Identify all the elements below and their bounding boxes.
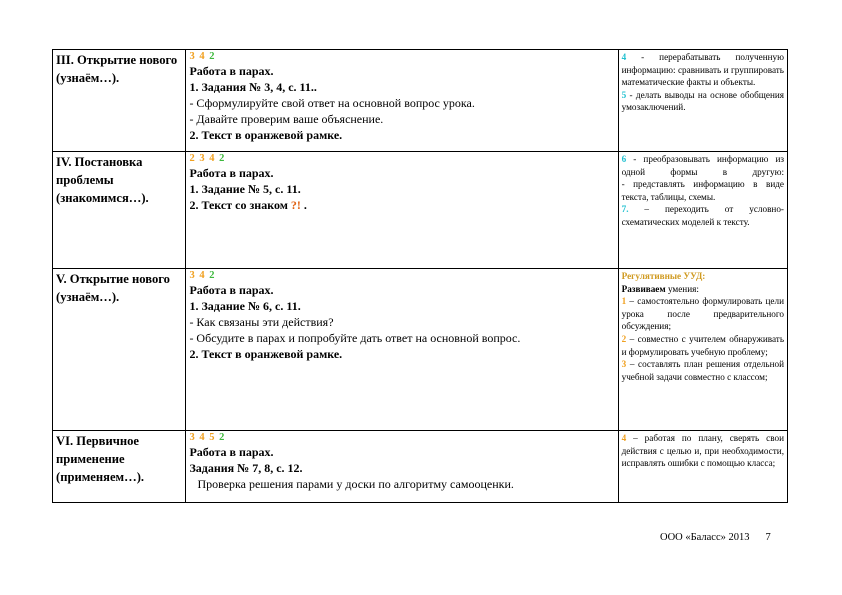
- stage-cell: [53, 269, 186, 431]
- skill-number: 3: [199, 153, 206, 164]
- page-footer: [660, 532, 771, 543]
- outcome-item: [622, 333, 784, 358]
- outcomes-cell: [618, 269, 787, 431]
- activity-line: - Давайте проверим ваше объяснение.: [189, 112, 384, 126]
- outcome-text: – совместно с учителем обнаруживать и формулировать учебную проблему;: [621, 333, 785, 357]
- skill-numbers: [189, 432, 614, 444]
- activity-line: 2. Текст в оранжевой рамке.: [189, 347, 343, 361]
- stage-label: III. Открытие нового (узнаём…).: [56, 53, 178, 85]
- stage-cell: [53, 50, 186, 152]
- activity-line: Работа в парах.: [189, 445, 274, 459]
- outcome-text: – самостоятельно формулировать цели урока после предварительного обсуждения;: [621, 296, 784, 332]
- skill-number: 3: [189, 270, 196, 281]
- activity-line: - Сформулируйте свой ответ на основной вопрос урока.: [189, 96, 475, 110]
- skill-numbers: [189, 51, 614, 63]
- skill-number: 3: [189, 51, 196, 62]
- activity-line: Проверка решения парами у доски по алгоритму самооценки.: [197, 477, 514, 491]
- outcome-item: [622, 203, 784, 228]
- footer-company: ООО «Баласс» 2013: [660, 532, 750, 543]
- activity-cell: [186, 431, 618, 503]
- activity-text: 2. Текст со знаком: [189, 198, 288, 212]
- skill-number: 5: [209, 432, 216, 443]
- outcome-text: - представлять информацию в виде текста, таблицы, схемы.: [621, 179, 784, 202]
- outcome-number: 4: [621, 52, 627, 62]
- outcome-item: [622, 295, 784, 333]
- skill-number: 4: [199, 270, 206, 281]
- outcome-number: 6: [621, 154, 627, 164]
- outcome-number: 2: [621, 333, 627, 344]
- activity-line: - Обсудите в парах и попробуйте дать ответ на основной вопрос.: [189, 331, 521, 345]
- activity-cell: [186, 152, 618, 269]
- skill-numbers: [189, 153, 614, 165]
- outcomes-cell: [618, 50, 787, 152]
- outcomes-subtitle: [622, 283, 784, 296]
- outcome-item: [622, 89, 784, 114]
- outcome-number: 4: [621, 433, 627, 443]
- outcomes-subtitle-bold: Развиваем: [621, 283, 666, 294]
- outcomes-subtitle-text: умения:: [665, 283, 699, 294]
- outcome-item: [622, 358, 784, 383]
- skill-number: 2: [219, 432, 226, 443]
- outcomes-cell: [618, 431, 787, 503]
- outcome-text: – переходить от условно-схематических моделей к тексту.: [621, 204, 784, 227]
- activity-text: .: [303, 198, 307, 212]
- activity-line: 1. Задание № 6, с. 11.: [189, 299, 301, 313]
- question-exclaim-sign: ?!: [290, 198, 301, 212]
- activity-line: Работа в парах.: [189, 166, 274, 180]
- outcome-item: [622, 153, 784, 178]
- outcomes-cell: [618, 152, 787, 269]
- table-row: [53, 50, 788, 152]
- activity-line: - Как связаны эти действия?: [189, 315, 334, 329]
- table-row: [53, 152, 788, 269]
- skill-number: 2: [219, 153, 226, 164]
- outcome-item: [622, 51, 784, 89]
- stage-cell: [53, 152, 186, 269]
- stage-label: V. Открытие нового (узнаём…).: [56, 272, 170, 304]
- activity-line: Работа в парах.: [189, 283, 274, 297]
- outcome-number: 5: [621, 89, 627, 100]
- skill-number: 2: [189, 153, 196, 164]
- activity-line: [189, 197, 614, 213]
- skill-number: 4: [199, 432, 206, 443]
- activity-cell: [186, 269, 618, 431]
- stage-cell: [53, 431, 186, 503]
- stage-label: IV. Постановка проблемы (знакомимся…).: [56, 155, 149, 205]
- outcome-number: 3: [621, 359, 627, 370]
- activity-line: Работа в парах.: [189, 64, 274, 78]
- outcome-text: – работая по плану, сверять свои действия с целью и, при необходимости, исправлять ошибки с помощью класса;: [621, 433, 785, 469]
- outcome-text: - делать выводы на основе обобщения умозаключений.: [621, 89, 785, 113]
- skill-number: 4: [209, 153, 216, 164]
- stage-label: VI. Первичное применение (применяем…).: [56, 434, 145, 484]
- skill-number: 2: [209, 51, 216, 62]
- outcome-number: 7.: [621, 204, 629, 215]
- skill-number: 4: [199, 51, 206, 62]
- activity-line: 1. Задания № 3, 4, с. 11..: [189, 80, 317, 94]
- table-row: [53, 269, 788, 431]
- lesson-table: [52, 49, 788, 503]
- skill-number: 3: [189, 432, 196, 443]
- activity-line: 2. Текст в оранжевой рамке.: [189, 128, 343, 142]
- outcome-text: - перерабатывать полученную информацию: сравнивать и группировать математические факты и объекты.: [621, 52, 785, 88]
- skill-number: 2: [209, 270, 216, 281]
- page-number: 7: [765, 532, 771, 543]
- skill-numbers: [189, 270, 614, 282]
- activity-cell: [186, 50, 618, 152]
- outcome-item: [622, 178, 784, 203]
- outcomes-title: Регулятивные УУД:: [621, 271, 706, 281]
- activity-line: 1. Задание № 5, с. 11.: [189, 182, 301, 196]
- outcome-item: [622, 432, 784, 470]
- outcome-text: - преобразовывать информацию из одной формы в другую:: [621, 154, 784, 177]
- outcome-text: – составлять план решения отдельной учебной задачи совместно с классом;: [621, 359, 784, 382]
- outcome-number: 1: [621, 296, 627, 307]
- table-row: [53, 431, 788, 503]
- activity-line: Задания № 7, 8, с. 12.: [189, 461, 303, 475]
